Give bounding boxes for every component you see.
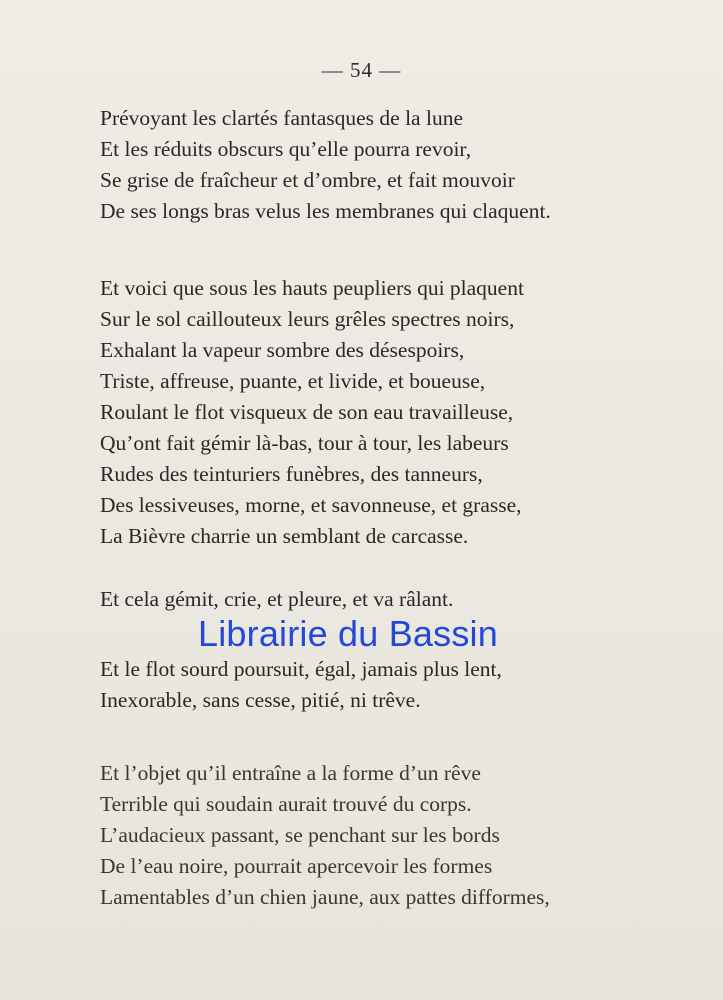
verse-line: Terrible qui soudain aurait trouvé du corps. — [100, 792, 472, 816]
verse-line: L’audacieux passant, se penchant sur les bords — [100, 823, 500, 847]
verse-line: Rudes des teinturiers funèbres, des tanneurs, — [100, 462, 483, 486]
verse-line: Et les réduits obscurs qu’elle pourra revoir, — [100, 137, 472, 161]
stanza-5 — [100, 758, 660, 913]
verse-line: Se grise de fraîcheur et d’ombre, et fait mouvoir — [100, 168, 515, 192]
stanza-4 — [100, 654, 660, 716]
verse-line: Roulant le flot visqueux de son eau travailleuse, — [100, 400, 514, 424]
verse-line: Sur le sol caillouteux leurs grêles spectres noirs, — [100, 307, 515, 331]
verse-line: Exhalant la vapeur sombre des désespoirs, — [100, 338, 465, 362]
verse-line: De ses longs bras velus les membranes qui claquent. — [100, 199, 551, 223]
verse-line: Et cela gémit, crie, et pleure, et va râlant. — [100, 587, 454, 611]
verse-line: Et le flot sourd poursuit, égal, jamais plus lent, — [100, 657, 502, 681]
verse-line: La Bièvre charrie un semblant de carcasse. — [100, 524, 469, 548]
verse-line: Qu’ont fait gémir là-bas, tour à tour, les labeurs — [100, 431, 509, 455]
verse-line: Des lessiveuses, morne, et savonneuse, et grasse, — [100, 493, 522, 517]
verse-line: De l’eau noire, pourrait apercevoir les formes — [100, 854, 493, 878]
verse-line: Lamentables d’un chien jaune, aux pattes difformes, — [100, 885, 550, 909]
page-number: — 54 — — [321, 58, 402, 82]
bookseller-watermark: Librairie du Bassin — [198, 613, 498, 654]
stanza-1 — [100, 103, 660, 227]
verse-line: Et voici que sous les hauts peupliers qui plaquent — [100, 276, 524, 300]
stanza-3 — [100, 584, 660, 615]
verse-line: Triste, affreuse, puante, et livide, et boueuse, — [100, 369, 486, 393]
verse-line: Et l’objet qu’il entraîne a la forme d’un rêve — [100, 761, 481, 785]
verse-line: Inexorable, sans cesse, pitié, ni trêve. — [100, 688, 421, 712]
verse-line: Prévoyant les clartés fantasques de la lune — [100, 106, 463, 130]
stanza-2 — [100, 273, 660, 552]
